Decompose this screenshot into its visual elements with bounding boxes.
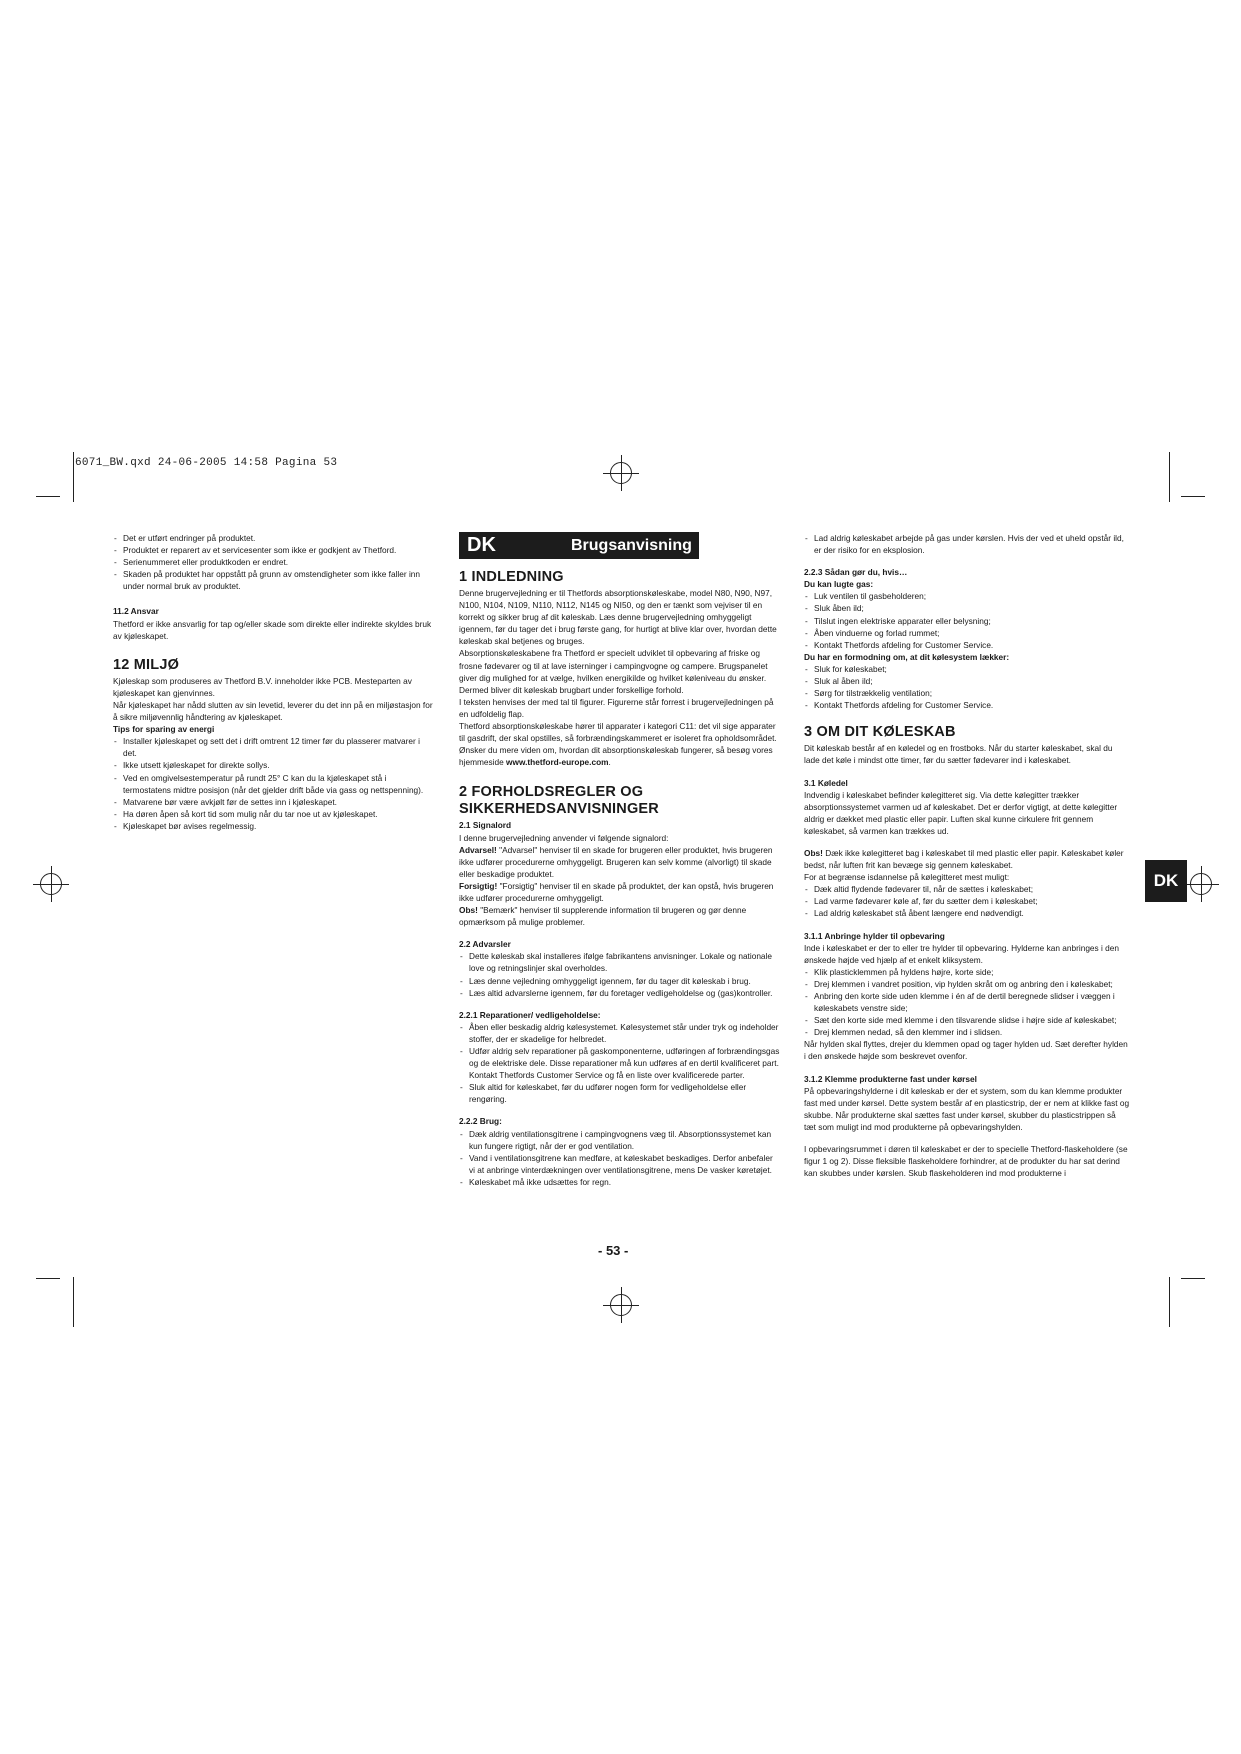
list-item: - Sluk for køleskabet; xyxy=(804,663,1130,675)
list-item: - Luk ventilen til gasbeholderen; xyxy=(804,590,1130,602)
text: Dæk ikke kølegitteret bag i køleskabet til med plastic eller papir. Køleskabet køler bedst, når luften frit kan bevæge sig gennem køleskabet. xyxy=(804,847,1124,871)
paragraph: I teksten henvises der med tal til figurer. Figurerne står forrest i brugervejledningen på en udfoldelig flap. xyxy=(459,696,774,719)
section-heading-indledning: 1 INDLEDNING xyxy=(459,569,564,585)
paragraph: Når kjøleskapet har nådd slutten av sin levetid, leverer du det inn på en miljøstasjon for å sikre miljøvennlig håndtering av kjøleskapet. xyxy=(113,699,433,723)
list-item: - Sørg for tilstrækkelig ventilation; xyxy=(804,687,1130,699)
leak-heading: Du har en formodning om, at dit kølesystem lækker: xyxy=(804,651,1010,662)
page-header-bar xyxy=(459,532,699,559)
registration-mark xyxy=(1190,873,1212,895)
list-item: - Matvarene bør være avkjølt før de settes inn i kjøleskapet. xyxy=(113,796,435,808)
energy-tips-list xyxy=(113,735,435,832)
text: "Advarsel" henviser til en skade for brugeren eller produktet, hvis brugeren ikke udfører procedurerne omhyggeligt. Brugeren kan selv komme (alvorligt) til skade eller beskadige produktet. xyxy=(459,844,773,879)
list-item: - Sluk altid for køleskabet, før du udfører nogen form for vedligeholdelse eller rengøring. xyxy=(459,1081,781,1105)
list-item: - Dæk altid flydende fødevarer til, når de sættes i køleskabet; xyxy=(804,883,1130,895)
page-title: Brugsanvisning xyxy=(571,537,692,554)
list-item: - Dæk aldrig ventilationsgitrene i campingvognens væg til. Absorptionssystemet kan kun fungere rigtigt, når der er god ventilation. xyxy=(459,1128,781,1152)
list-item: - Udfør aldrig selv reparationer på gaskomponenterne, udføringen af forbrændingsgas og de elektriske dele. Disse reparationer må kun udføres af en dertil kvalificeret part. Kontakt Thetfords Customer Service og få en liste over kvalificerede parter. xyxy=(459,1045,781,1081)
signal-word: Advarsel! xyxy=(459,844,497,855)
list-item: - Tilslut ingen elektriske apparater eller belysning; xyxy=(804,615,1130,627)
list-item: - Ha døren åpen så kort tid som mulig når du tar noe ut av kjøleskapet. xyxy=(113,808,435,820)
warnings-list xyxy=(459,950,781,998)
list-item: - Sluk al åben ild; xyxy=(804,675,1130,687)
language-tab: DK xyxy=(1145,860,1187,902)
signal-word: Forsigtig! xyxy=(459,880,498,891)
usage-list xyxy=(459,1128,781,1188)
text: "Bemærk" henviser til supplerende information til brugeren og gør denne opmærksom på mulige problemer. xyxy=(459,905,747,928)
right-column xyxy=(804,532,1130,1179)
list-item: - Vand i ventilationsgitrene kan medføre, at køleskabet beskadiges. Derfor anbefaler vi at anbringe vinterdækningen over ventilationsgitrene, mens De vasker køretøjet. xyxy=(459,1152,781,1176)
list-item: - Lad aldrig køleskabet arbejde på gas under kørslen. Hvis der ved et uheld opstår ild, er der risiko for en eksplosion. xyxy=(804,532,1130,556)
subsection-heading: 2.1 Signalord xyxy=(459,820,512,831)
paragraph xyxy=(804,847,1130,871)
paragraph xyxy=(459,844,781,880)
text: Ønsker du mere viden om, hvordan dit absorptionskøleskab fungerer, så besøg vores hjemmeside xyxy=(459,745,773,768)
subsection-heading: 3.1 Køledel xyxy=(804,777,848,788)
section-heading-om-dit-koleskab: 3 OM DIT KØLESKAB xyxy=(804,724,956,741)
shelf-steps-list xyxy=(804,966,1130,1039)
paragraph: Kjøleskap som produseres av Thetford B.V. inneholder ikke PCB. Mesteparten av kjøleskapet kan gjenvinnes. xyxy=(113,675,412,698)
list-item: - Drej klemmen nedad, så den klemmer ind i slidsen. xyxy=(804,1026,1130,1038)
language-code: DK xyxy=(467,534,496,556)
paragraph: Absorptionskøleskabene fra Thetford er specielt udviklet til opbevaring af friske og frosne fødevarer og til at lave isterninger i campingvogne og campere. Brugspanelet giver dig mulighed for at vælge, hvilken energikilde og hvilket køleniveau du ønsker. Dermed bliver dit køleskab brugbart under forskellige forhold. xyxy=(459,648,768,695)
signal-word: Obs! xyxy=(804,847,823,858)
registration-mark xyxy=(610,1294,632,1316)
subsection-heading: 2.2.3 Sådan gør du, hvis… xyxy=(804,567,908,578)
file-slug: 6071_BW.qxd 24-06-2005 14:58 Pagina 53 xyxy=(75,457,338,469)
usage-list-continued xyxy=(804,532,1130,556)
crop-mark xyxy=(1169,452,1170,502)
crop-mark xyxy=(1181,496,1205,497)
list-item: - Sæt den korte side med klemme i den tilsvarende slidse i højre side af køleskabet; xyxy=(804,1014,1130,1026)
paragraph xyxy=(459,904,781,928)
middle-column xyxy=(459,569,781,1188)
text: . xyxy=(608,757,611,768)
subsection-heading: 3.1.2 Klemme produkterne fast under kørsel xyxy=(804,1073,977,1084)
section-heading-ansvar: 11.2 Ansvar xyxy=(113,606,159,617)
crop-mark xyxy=(73,1277,74,1327)
paragraph: Når hylden skal flyttes, drejer du klemmen opad og tager hylden ud. Sæt derefter hylden i den ønskede højde som beskrevet ovenfor. xyxy=(804,1039,1128,1062)
list-item: - Kjøleskapet bør avises regelmessig. xyxy=(113,820,435,832)
list-item: - Installer kjøleskapet og sett det i drift omtrent 12 timer før du plasserer matvarer i det. xyxy=(113,735,435,759)
text: "Forsigtig" henviser til en skade på produktet, der kan opstå, hvis brugeren ikke udfører procedurerne omhyggeligt. xyxy=(459,880,774,903)
paragraph: I denne brugervejledning anvender vi følgende signalord: xyxy=(459,832,669,843)
list-item: - Læs denne vejledning omhyggeligt igennem, før du tager dit køleskab i brug. xyxy=(459,975,781,987)
list-item: - Ved en omgivelsestemperatur på rundt 25° C kan du la kjøleskapet stå i termostatens midtre posisjon (når det gjelder drift både via gass og nettspenning). xyxy=(113,772,435,796)
paragraph: Denne brugervejledning er til Thetfords absorptionskøleskabe, model N80, N90, N97, N100, N104, N109, N110, N112, N145 og NI50, og den er tænkt som vejviser til en korrekt og sikker brug af dit køleskab. Læs denne brugervejledning omhyggeligt igennem, før du tager det i brug første gang, for hurtigt at blive klar over, hvordan dette køleskab skal betjenes og bruges. xyxy=(459,588,777,647)
list-item: - Læs altid advarslerne igennem, før du foretager vedligeholdelse og (gas)kontroller. xyxy=(459,987,781,999)
warranty-exclusions-list xyxy=(113,532,435,592)
list-item: - Ikke utsett kjøleskapet for direkte sollys. xyxy=(113,759,435,771)
website-link[interactable]: www.thetford-europe.com xyxy=(506,757,609,768)
ice-prevention-list xyxy=(804,883,1130,919)
subsection-heading: 2.2 Advarsler xyxy=(459,939,511,950)
list-item: - Kontakt Thetfords afdeling for Customer Service. xyxy=(804,699,1130,711)
paragraph: På opbevaringshylderne i dit køleskab er der et system, som du kan klemme produkter fast med under kørsel. Dette system består af en plasticstrip, der er nem at klikke fast og skubbe. Når produkterne skal sættes fast under kørsel, skubber du plasticstrippen så tæt som muligt ind mod produkterne på opbevaringshylden. xyxy=(804,1085,1130,1132)
list-item: - Skaden på produktet har oppstått på grunn av omstendigheter som ikke faller inn under normal bruk av produktet. xyxy=(113,568,435,592)
list-item: - Produktet er reparert av et servicesenter som ikke er godkjent av Thetford. xyxy=(113,544,435,556)
subsection-heading: 2.2.1 Reparationer/ vedligeholdelse: xyxy=(459,1009,601,1020)
paragraph: Inde i køleskabet er der to eller tre hylder til opbevaring. Hylderne kan anbringes i den ønskede højde ved hjælp af et enkelt kliksystem. xyxy=(804,942,1119,965)
section-heading-miljo: 12 MILJØ xyxy=(113,656,180,673)
registration-mark xyxy=(610,462,632,484)
list-item: - Sluk åben ild; xyxy=(804,602,1130,614)
crop-mark xyxy=(1169,1277,1170,1327)
paragraph xyxy=(459,880,781,904)
crop-mark xyxy=(1181,1278,1205,1279)
list-item: - Anbring den korte side uden klemme i én af de dertil beregnede slidser i væggen i køleskabets venstre side; xyxy=(804,990,1130,1014)
paragraph: Thetford er ikke ansvarlig for tap og/eller skade som direkte eller indirekte skyldes bruk av kjøleskapet. xyxy=(113,618,432,641)
gas-smell-heading: Du kan lugte gas: xyxy=(804,579,874,590)
page-number: - 53 - xyxy=(598,1243,629,1258)
tips-heading: Tips for sparing av energi xyxy=(113,724,215,735)
registration-mark xyxy=(40,873,62,895)
list-item: - Drej klemmen i vandret position, vip hylden skråt om og anbring den i køleskabet; xyxy=(804,978,1130,990)
left-column xyxy=(113,532,435,832)
list-item: - Lad aldrig køleskabet stå åbent længere end nødvendigt. xyxy=(804,907,1130,919)
paragraph xyxy=(459,744,781,768)
leak-list xyxy=(804,663,1130,711)
list-item: - Kontakt Thetfords afdeling for Customer Service. xyxy=(804,639,1130,651)
list-item: - Serienummeret eller produktkoden er endret. xyxy=(113,556,435,568)
list-item: - Det er utført endringer på produktet. xyxy=(113,532,435,544)
paragraph: I opbevaringsrummet i døren til køleskabet er der to specielle Thetford-flaskeholdere (se figur 1 og 2). Disse fleksible flaskeholdere forhindrer, at de produkter du har sat derind kan skubbes under kørslen. Skub flaskeholderen ind mod produkterne i xyxy=(804,1144,1128,1179)
list-item: - Klik plasticklemmen på hyldens højre, korte side; xyxy=(804,966,1130,978)
section-heading-forholdsregler: 2 FORHOLDSREGLER OG SIKKERHEDSANVISNINGER xyxy=(459,784,659,818)
signal-word: Obs! xyxy=(459,905,478,916)
paragraph: For at begrænse isdannelse på kølegitteret mest muligt: xyxy=(804,872,1010,883)
gas-smell-list xyxy=(804,590,1130,650)
list-item: - Køleskabet må ikke udsættes for regn. xyxy=(459,1176,781,1188)
repairs-list xyxy=(459,1021,781,1106)
paragraph: Indvendig i køleskabet befinder kølegitteret sig. Via dette kølegitter trækker absorptionssystemet varmen ud af køleskabet. Det er derfor vigtigt, at dette kølegitter aldrig er dækket med plastic eller papir. Luften skal kunne cirkulere frit gennem køleskabet, så varmen kan trækkes ud. xyxy=(804,789,1118,836)
list-item: - Lad varme fødevarer køle af, før du sætter dem i køleskabet; xyxy=(804,895,1130,907)
list-item: - Åben vinduerne og forlad rummet; xyxy=(804,627,1130,639)
crop-mark xyxy=(36,496,60,497)
crop-mark xyxy=(36,1278,60,1279)
subsection-heading: 2.2.2 Brug: xyxy=(459,1116,502,1127)
paragraph: Dit køleskab består af en køledel og en frostboks. Når du starter køleskabet, skal du lade det køle i mindst otte timer, før du sætter fødevarer ind i køleskabet. xyxy=(804,743,1113,766)
paragraph: Thetford absorptionskøleskabe hører til apparater i kategori C11: det vil sige apparater til gasdrift, der skal opstilles, så forbrændingskammeret er isoleret fra opholdsområdet. xyxy=(459,721,777,744)
subsection-heading: 3.1.1 Anbringe hylder til opbevaring xyxy=(804,930,945,941)
crop-mark xyxy=(73,452,74,502)
list-item: - Dette køleskab skal installeres ifølge fabrikantens anvisninger. Lokale og nationale love og retningslinjer skal overholdes. xyxy=(459,950,781,974)
list-item: - Åben eller beskadig aldrig kølesystemet. Kølesystemet står under tryk og indeholder stoffer, der er skadelige for helbredet. xyxy=(459,1021,781,1045)
